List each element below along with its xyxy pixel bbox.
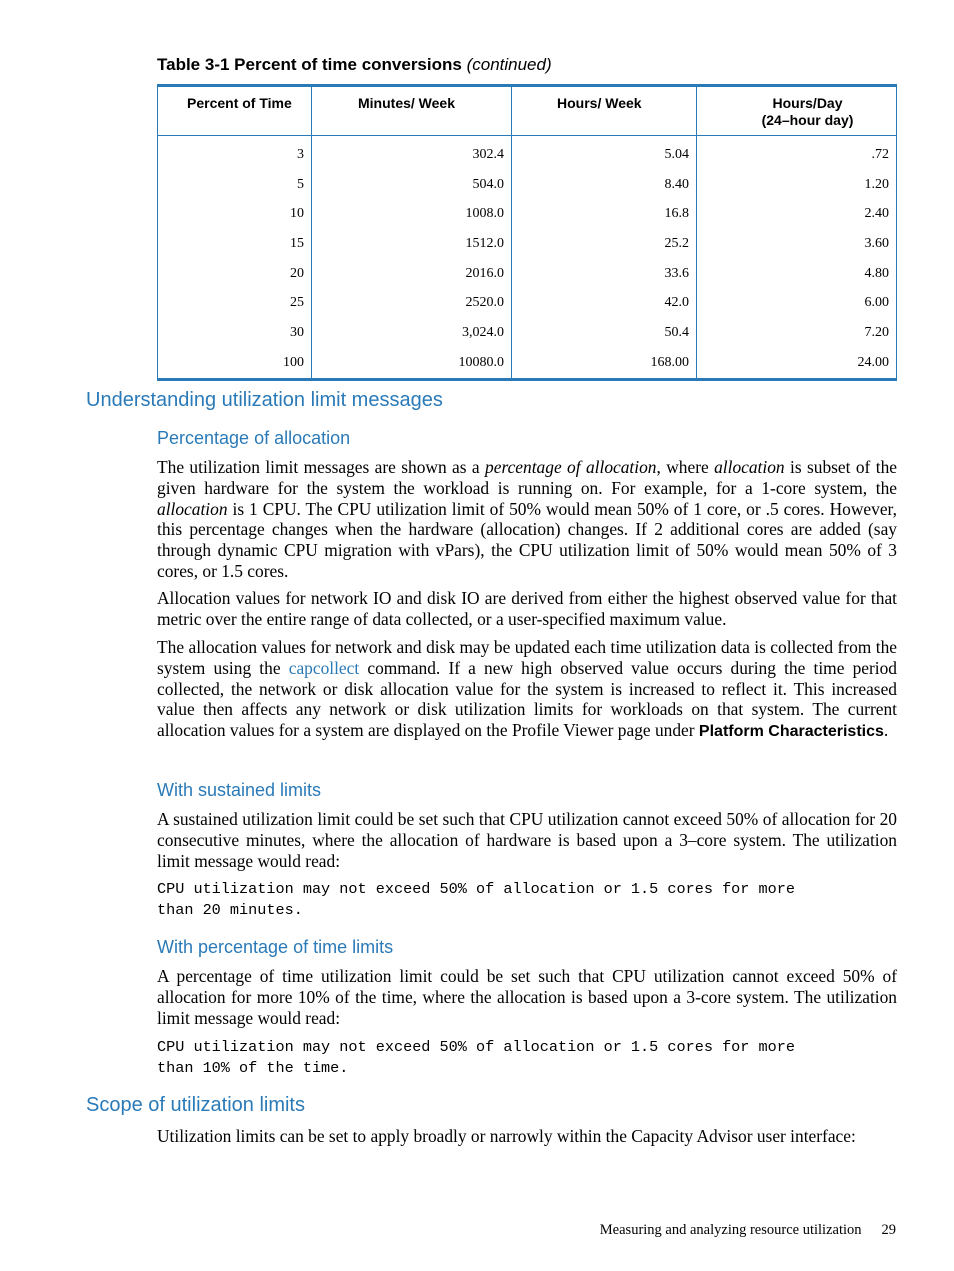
code-percentage-time-message: CPU utilization may not exceed 50% of allocation or 1.5 cores for more than 10% of the time. <box>157 1038 795 1077</box>
cell-percent: 15 <box>158 229 312 259</box>
cell-percent: 3 <box>158 136 312 170</box>
header-minutes-week: Minutes/ Week <box>312 86 512 136</box>
cell-percent: 10 <box>158 199 312 229</box>
paragraph-scope: Utilization limits can be set to apply broadly or narrowly within the Capacity Advisor user interface: <box>157 1126 856 1146</box>
cell-hours-day: 7.20 <box>697 318 897 348</box>
table-caption-title: Table 3-1 Percent of time conversions <box>157 55 462 74</box>
paragraph-percentage-allocation: The utilization limit messages are shown as a percentage of allocation, where allocation is subset of the given hardware for the system the workload is running on. For example, for a 1-core system, the allocation is 1 CPU. The CPU utilization limit of 50% would mean 50% of 1 core, or .5 cores. However, this percentage changes when the hardware (allocation) changes. If 2 additional cores are added (say through dynamic CPU migration with vPars), the CPU utilization limit of 50% would mean 50% of 3 cores, or 1.5 cores. <box>157 457 897 581</box>
cell-hours-day: 6.00 <box>697 288 897 318</box>
table-row <box>158 136 897 170</box>
cell-minutes: 2016.0 <box>312 259 512 289</box>
cell-hours-week: 25.2 <box>512 229 697 259</box>
cell-hours-day: .72 <box>697 136 897 170</box>
table-row <box>158 259 897 289</box>
table-row <box>158 199 897 229</box>
table-row <box>158 348 897 379</box>
footer-chapter-title: Measuring and analyzing resource utilization <box>599 1222 862 1238</box>
subsection-heading-percentage-time-limits: With percentage of time limits <box>157 937 394 957</box>
table-row <box>158 170 897 200</box>
cell-percent: 5 <box>158 170 312 200</box>
cell-hours-week: 5.04 <box>512 136 697 170</box>
cell-hours-week: 168.00 <box>512 348 697 379</box>
cell-hours-week: 16.8 <box>512 199 697 229</box>
cell-percent: 30 <box>158 318 312 348</box>
header-hours-day-line1: Hours/Day <box>772 95 843 111</box>
header-hours-week: Hours/ Week <box>512 86 697 136</box>
capcollect-link[interactable]: capcollect <box>288 657 360 678</box>
cell-percent: 100 <box>158 348 312 379</box>
table-row <box>158 318 897 348</box>
cell-hours-week: 42.0 <box>512 288 697 318</box>
term-allocation: allocation <box>714 457 785 477</box>
section-heading-understanding-messages: Understanding utilization limit messages <box>86 389 443 411</box>
paragraph-percentage-time-limits: A percentage of time utilization limit could be set such that CPU utilization cannot exceed 50% of allocation for more 10% of the time, where the allocation is based upon a 3-core system. The utilization limit message would read: <box>157 966 897 1028</box>
page-footer <box>600 1222 896 1239</box>
table-caption <box>157 55 552 75</box>
cell-hours-week: 33.6 <box>512 259 697 289</box>
paragraph-allocation-values: Allocation values for network IO and disk IO are derived from either the highest observed value for that metric over the entire range of data collected, or a user-specified maximum value. <box>157 588 897 629</box>
cell-hours-day: 4.80 <box>697 259 897 289</box>
percent-time-conversion-table <box>157 84 897 381</box>
table-row <box>158 229 897 259</box>
cell-hours-day: 1.20 <box>697 170 897 200</box>
paragraph-sustained-limits: A sustained utilization limit could be set such that CPU utilization cannot exceed 50% of allocation for 20 consecutive minutes, where the allocation of hardware is based upon a 3–core system. The utilization limit message would read: <box>157 809 897 871</box>
subsection-heading-sustained-limits: With sustained limits <box>157 780 322 800</box>
term-percentage-of-allocation: percentage of allocation <box>485 457 657 477</box>
subsection-heading-percentage-allocation: Percentage of allocation <box>157 428 351 448</box>
cell-minutes: 2520.0 <box>312 288 512 318</box>
cell-minutes: 3,024.0 <box>312 318 512 348</box>
cell-hours-day: 24.00 <box>697 348 897 379</box>
cell-minutes: 302.4 <box>312 136 512 170</box>
section-heading-scope: Scope of utilization limits <box>86 1094 305 1116</box>
cell-hours-day: 2.40 <box>697 199 897 229</box>
platform-characteristics-label: Platform Characteristics <box>698 723 884 741</box>
term-allocation: allocation <box>157 498 228 519</box>
cell-percent: 25 <box>158 288 312 318</box>
table-caption-continued: (continued) <box>466 55 552 74</box>
page-number: 29 <box>881 1222 896 1238</box>
cell-minutes: 504.0 <box>312 170 512 200</box>
table-header-row <box>158 86 897 136</box>
cell-minutes: 1008.0 <box>312 199 512 229</box>
table-row <box>158 288 897 318</box>
code-sustained-message: CPU utilization may not exceed 50% of allocation or 1.5 cores for more than 20 minutes. <box>157 880 795 919</box>
cell-minutes: 10080.0 <box>312 348 512 379</box>
cell-hours-week: 50.4 <box>512 318 697 348</box>
header-hours-day-line2: (24–hour day) <box>761 112 854 128</box>
paragraph-allocation-updates: The allocation values for network and disk may be updated each time utilization data is collected from the system using the capcollect command. If a new high observed value occurs during the time period collected, the network or disk allocation value for the system is increased to reflect it. This increased value then affects any network or disk utilization limits for workloads on that system. The current allocation values for a system are displayed on the Profile Viewer page under Platform Characteristics. <box>157 637 897 741</box>
header-hours-day <box>697 86 897 136</box>
cell-hours-day: 3.60 <box>697 229 897 259</box>
cell-hours-week: 8.40 <box>512 170 697 200</box>
header-percent-of-time: Percent of Time <box>158 86 312 136</box>
cell-percent: 20 <box>158 259 312 289</box>
cell-minutes: 1512.0 <box>312 229 512 259</box>
